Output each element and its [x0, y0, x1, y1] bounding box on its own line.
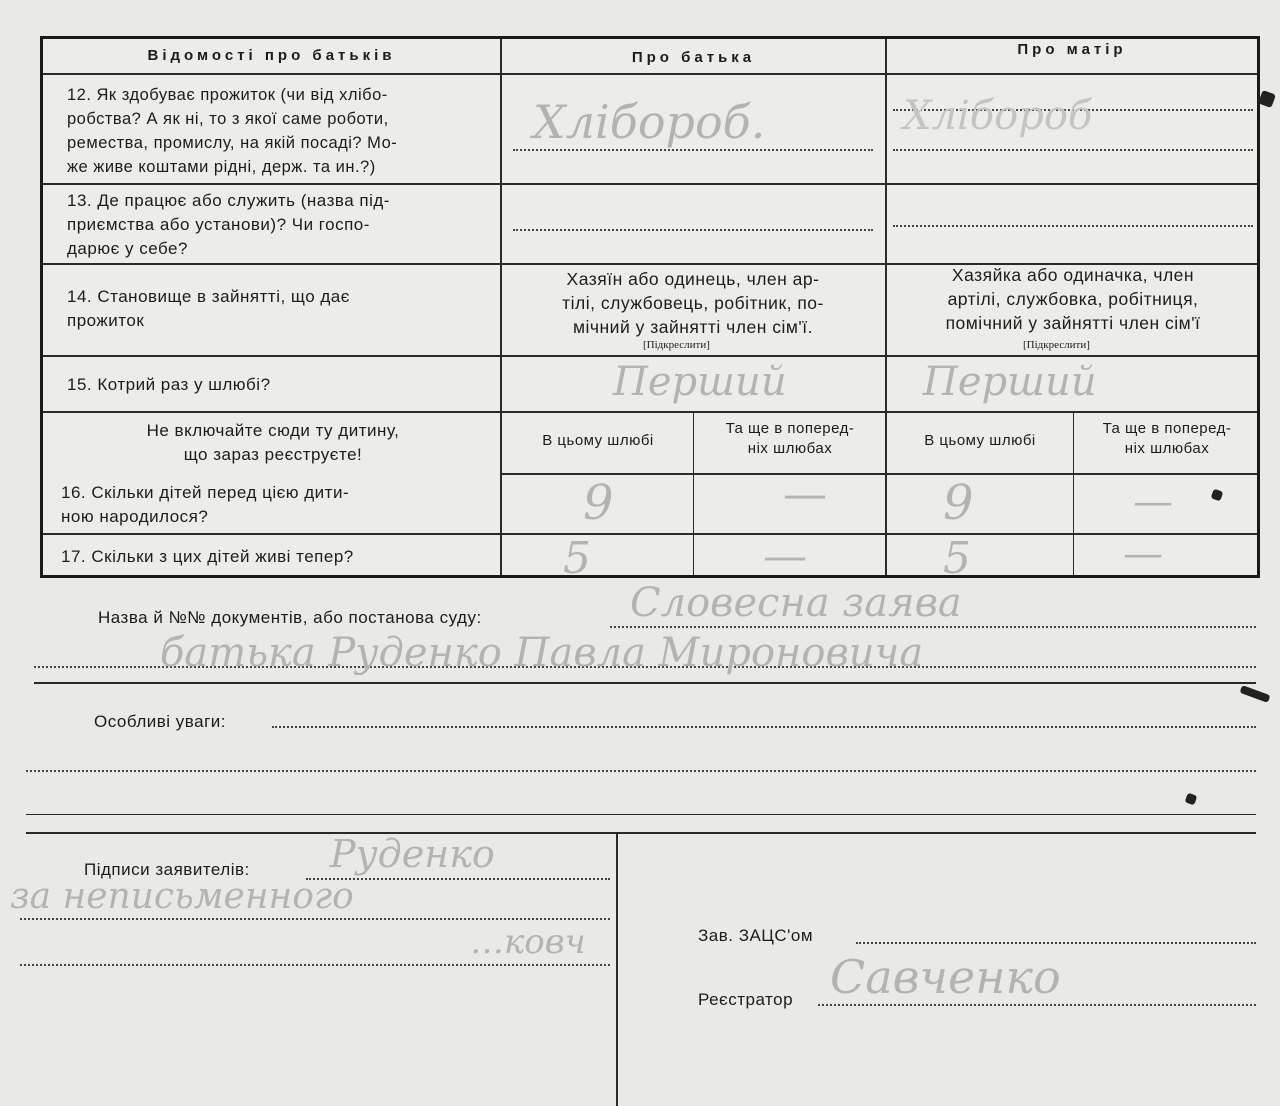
father-previous-marriages-header [695, 419, 885, 459]
question-16-line: 16. Скільки дітей перед цією дити- [61, 483, 350, 502]
father-this-marriage-header: В цьому шлюбі [542, 432, 654, 449]
father-children-alive-prev: — [763, 531, 807, 582]
question-17: 17. Скільки з цих дітей живі тепер? [61, 547, 354, 566]
father-occupation-handwritten: Хлібороб. [533, 95, 766, 149]
parents-info-table [40, 36, 1260, 584]
question-13-line: 13. Де працює або служить (назва під- [67, 191, 390, 210]
father-children-prev: — [783, 469, 827, 520]
documents-label: Назва й №№ документів, або постанова суду: [98, 608, 482, 627]
exclude-note-line: що зараз реєструєте! [183, 445, 363, 464]
applicant-signature-3: …ковч [470, 922, 586, 962]
prev-header-line: ніх шлюбах [1124, 440, 1210, 457]
father-position-options [513, 267, 873, 339]
paper-damage-mark [1258, 90, 1276, 108]
father-children-alive: 5 [563, 533, 591, 584]
prev-header-line: Та ще в поперед- [1102, 420, 1232, 437]
question-13 [67, 189, 497, 261]
exclude-child-note [53, 419, 493, 467]
registrar-signature: Савченко [830, 950, 1061, 1004]
father-position-line: Хазяїн або одинець, член ар- [566, 269, 820, 289]
header-father: Про батька [631, 49, 756, 66]
mother-position-line: помічний у зайнятті член сім'ї [945, 313, 1201, 333]
documents-handwritten-1: Словесна заява [630, 580, 962, 626]
documents-handwritten-2: батька Руденко Павла Мироновича [160, 630, 924, 676]
prev-header-line: ніх шлюбах [747, 440, 833, 457]
paper-damage-mark [1240, 685, 1271, 703]
mother-marriage-count-handwritten: Перший [923, 359, 1097, 405]
mother-position-options [893, 263, 1253, 335]
father-position-line: мічний у зайнятті член сім'ї. [572, 317, 813, 337]
question-16 [61, 481, 491, 529]
question-12-line: ремества, промислу, на якій посаді? Мо- [67, 134, 398, 152]
mother-position-line: артілі, службовка, робітниця, [947, 289, 1199, 309]
father-position-line: тілі, службовець, робітник, по- [562, 293, 824, 313]
underline-note-mother: [Підкреслити] [1023, 339, 1090, 351]
question-14-line: прожиток [67, 311, 145, 330]
zags-head-label: Зав. ЗАЦС'ом [698, 926, 814, 945]
question-12 [67, 83, 497, 179]
registrar-label: Реєстратор [698, 990, 794, 1009]
mother-position-line: Хазяйка або одиначка, член [951, 265, 1195, 285]
exclude-note-line: Не включайте сюди ту дитину, [146, 421, 400, 440]
question-16-line: ною народилося? [61, 507, 209, 526]
mother-children-count: 9 [943, 475, 974, 531]
paper-damage-mark [1185, 793, 1198, 806]
question-12-line: 12. Як здобуває прожиток (чи від хлібо- [67, 86, 388, 104]
father-children-count: 9 [583, 475, 614, 531]
mother-this-marriage-header: В цьому шлюбі [924, 432, 1036, 449]
header-parents-info: Відомості про батьків [147, 47, 396, 64]
mother-children-alive-prev: — [1123, 531, 1163, 577]
applicants-signatures-label: Підписи заявителів: [84, 860, 250, 879]
question-13-line: дарює у себе? [67, 239, 188, 258]
mother-occupation-handwritten: Хлібороб [903, 93, 1093, 139]
underline-note-father: [Підкреслити] [643, 339, 710, 351]
father-marriage-count-handwritten: Перший [613, 359, 787, 405]
mother-children-prev: — [1133, 479, 1173, 525]
applicant-signature-1: Руденко [330, 832, 495, 876]
applicant-signature-2: за неписьменного [10, 876, 354, 917]
mother-previous-marriages-header [1075, 419, 1259, 459]
question-14-line: 14. Становище в зайнятті, що дає [67, 287, 350, 306]
special-notes-label: Особливі уваги: [94, 712, 227, 731]
mother-children-alive: 5 [943, 533, 971, 584]
question-15: 15. Котрий раз у шлюбі? [67, 375, 271, 394]
question-14 [67, 285, 487, 333]
question-13-line: приємства або установи)? Чи госпо- [67, 215, 370, 234]
question-12-line: робства? А як ні, то з якої саме роботи, [67, 110, 389, 128]
header-mother: Про матір [1017, 41, 1127, 58]
prev-header-line: Та ще в поперед- [725, 420, 855, 437]
question-12-line: же живе коштами рідні, держ. та ин.?) [67, 158, 376, 176]
